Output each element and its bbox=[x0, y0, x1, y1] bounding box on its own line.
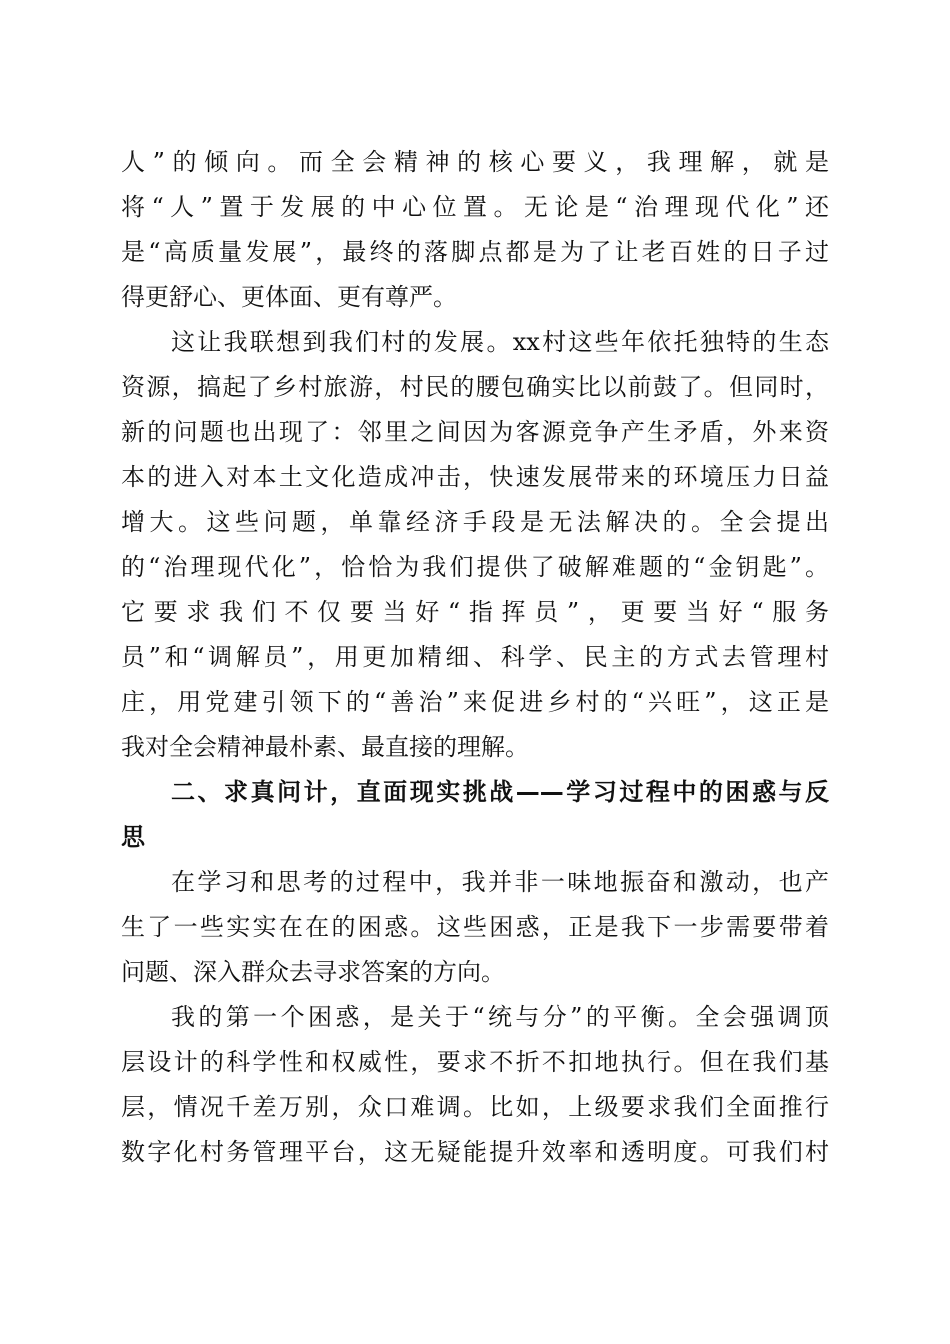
paragraph-1 bbox=[121, 140, 829, 320]
text-line: 资源，搞起了乡村旅游，村民的腰包确实比以前鼓了。但同时， bbox=[121, 373, 829, 401]
text-line: 问题、深入群众去寻求答案的方向。 bbox=[121, 958, 505, 986]
text-line: 它要求我们不仅要当好“指挥员”，更要当好“服务 bbox=[121, 598, 829, 626]
text-line: 我对全会精神最朴素、最直接的理解。 bbox=[121, 733, 529, 761]
text-line: 这让我联想到我们村的发展。xx村这些年依托独特的生态 bbox=[171, 328, 829, 356]
heading-line: 二、求真问计，直面现实挑战——学习过程中的困惑与反 bbox=[171, 778, 829, 806]
text-line: 生了一些实实在在的困惑。这些困惑，正是我下一步需要带着 bbox=[121, 913, 829, 941]
text-line: 数字化村务管理平台，这无疑能提升效率和透明度。可我们村 bbox=[121, 1138, 829, 1166]
heading-line: 思 bbox=[121, 823, 145, 851]
text-line: 层设计的科学性和权威性，要求不折不扣地执行。但在我们基 bbox=[121, 1048, 829, 1076]
paragraph-2 bbox=[121, 320, 829, 770]
document-body bbox=[121, 140, 829, 1175]
text-line: 的“治理现代化”，恰恰为我们提供了破解难题的“金钥匙”。 bbox=[121, 553, 829, 581]
text-line: 层，情况千差万别，众口难调。比如，上级要求我们全面推行 bbox=[121, 1093, 829, 1121]
text-line: 本的进入对本土文化造成冲击，快速发展带来的环境压力日益 bbox=[121, 463, 829, 491]
paragraph-3 bbox=[121, 860, 829, 995]
text-line: 我的第一个困惑，是关于“统与分”的平衡。全会强调顶 bbox=[171, 1003, 829, 1031]
text-line: 是“高质量发展”，最终的落脚点都是为了让老百姓的日子过 bbox=[121, 238, 829, 266]
text-line: 新的问题也出现了：邻里之间因为客源竞争产生矛盾，外来资 bbox=[121, 418, 829, 446]
text-line: 人”的倾向。而全会精神的核心要义，我理解，就是 bbox=[121, 148, 829, 176]
section-heading bbox=[121, 770, 829, 860]
text-line: 将“人”置于发展的中心位置。无论是“治理现代化”还 bbox=[121, 193, 829, 221]
text-line: 员”和“调解员”，用更加精细、科学、民主的方式去管理村 bbox=[121, 643, 829, 671]
text-line: 在学习和思考的过程中，我并非一味地振奋和激动，也产 bbox=[171, 868, 829, 896]
text-line: 增大。这些问题，单靠经济手段是无法解决的。全会提出 bbox=[121, 508, 829, 536]
text-line: 庄，用党建引领下的“善治”来促进乡村的“兴旺”，这正是 bbox=[121, 688, 829, 716]
text-line: 得更舒心、更体面、更有尊严。 bbox=[121, 283, 457, 311]
paragraph-4 bbox=[121, 995, 829, 1175]
